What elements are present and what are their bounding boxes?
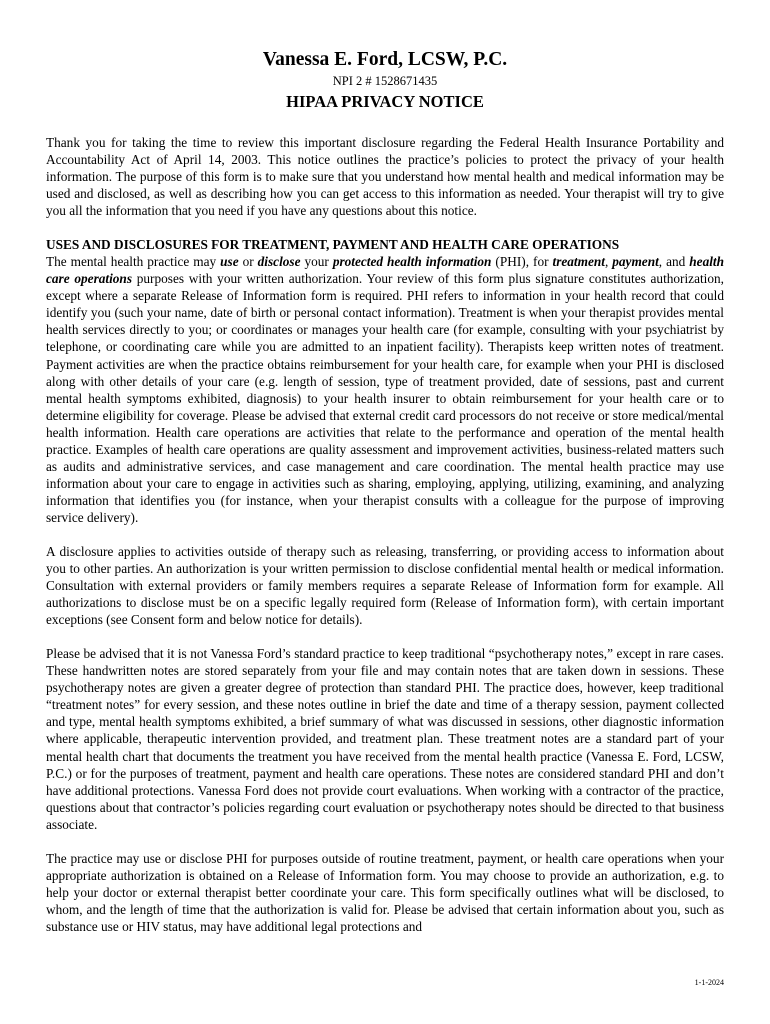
term-health-care-operations: health care operations (46, 254, 724, 287)
disclosure-paragraph: A disclosure applies to activities outside of therapy such as releasing, transferring, or providing access to information about you to other parties. An authorization is your written permission to disclose confidential mental health or medical information. Consultation with external providers or family members requires a separate Release of Information form for example. All authorizations to disclose must be on a specific legally required form (Release of Information form), with certain important exceptions (see Consent form and below notice for details). (46, 543, 724, 628)
term-use: use (220, 254, 239, 270)
intro-paragraph: Thank you for taking the time to review this important disclosure regarding the Federal Health Insurance Portability and Accountability Act of April 14, 2003. This notice outlines the practice’s policies to protect the privacy of your health information. The purpose of this form is to make sure that you understand how mental health and medical information may be used and disclosed, as well as describing how you can get access to this information as needed. Your therapist will try to give you all the information that you need if you have any questions about this notice. (46, 135, 724, 219)
term-disclose: disclose (257, 254, 301, 270)
outside-uses-paragraph: The practice may use or disclose PHI for purposes outside of routine treatment, payment, or health care operations when your appropriate authorization is obtained on a Release of Information form. You may choose to provide an authorization, e.g. to help your doctor or external therapist better coordinate your care. This form specifically outlines what will be disclosed, to whom, and the length of time that the authorization is valid for. Please be advised that certain information about you, such as substance use or HIV status, may have additional legal protections and (46, 850, 724, 934)
notice-title: HIPAA PRIVACY NOTICE (286, 92, 484, 111)
practice-name: Vanessa E. Ford, LCSW, P.C. (262, 49, 508, 70)
uses-section-heading: USES AND DISCLOSURES FOR TREATMENT, PAYMENT AND HEALTH CARE OPERATIONS (46, 237, 620, 253)
psychotherapy-notes-paragraph: Please be advised that it is not Vanessa Ford’s standard practice to keep traditional “psychotherapy notes,” except in rare cases. These handwritten notes are stored separately from your file and may contain notes that are taken down in sessions. These psychotherapy notes are given a greater degree of protection than standard PHI. The practice does, however, keep traditional “treatment notes” for every session, and these notes outline in brief the date and time of a therapy session, payment collected and type, mental health symptoms exhibited, a brief summary of what was discussed in sessions, other diagnostic information where applicable, therapeutic intervention provided, and treatment plan. These treatment notes are a standard part of your mental health chart that documents the treatment you have received from the mental health practice (Vanessa E. Ford, LCSW, P.C.) or for the purposes of treatment, payment and health care operations. These notes are considered standard PHI and don’t have additional protections. Vanessa Ford does not provide court evaluations. When working with a contractor of the practice, questions about that contractor’s policies regarding court evaluation or psychotherapy notes should be directed to that business associate. (46, 646, 724, 832)
uses-paragraph: The mental health practice may use or disclose your protected health information (PHI), for treatment, payment, and health care operations purposes with your written authorization. Your review of this form plus signature constitutes authorization, except where a separate Release of Information form is required. PHI refers to information in your health record that could identify you (such your name, date of birth or personal contact information). Treatment is when your therapist provides mental health services directly to you; or coordinates or manages your health care (for example, consulting with your psychiatrist by telephone, or coordinating care while you are admitted to an inpatient facility). Therapists keep written notes of treatment. Payment activities are when the practice obtains reimbursement for your health care, for example when your PHI is disclosed along with other details of your care (e.g. length of session, type of treatment provided, date of sessions, past and current mental health symptoms exhibited, diagnosis) to your health insurer to obtain reimbursement for your health care or to determine eligibility for coverage. Please be advised that external credit card processors do not receive or store medical/mental health information. Health care operations are activities that relate to the performance and operation of the mental health practice. Examples of health care operations are quality assessment and improvement activities, business-related matters such as audits and administrative services, and case management and care coordination. The mental health practice may use information about your care to engage in activities such as sharing, employing, applying, utilizing, examining, and analyzing information that identifies you (for instance, when your therapist consults with a colleague for the purpose of improving service delivery). (46, 254, 724, 525)
npi-number: NPI 2 # 1528671435 (332, 74, 438, 88)
term-payment: payment (612, 254, 659, 270)
term-phi: protected health information (332, 254, 492, 270)
term-treatment: treatment (552, 254, 605, 270)
document-page (46, 46, 724, 935)
footer-date: 1-1-2024 (694, 978, 724, 987)
